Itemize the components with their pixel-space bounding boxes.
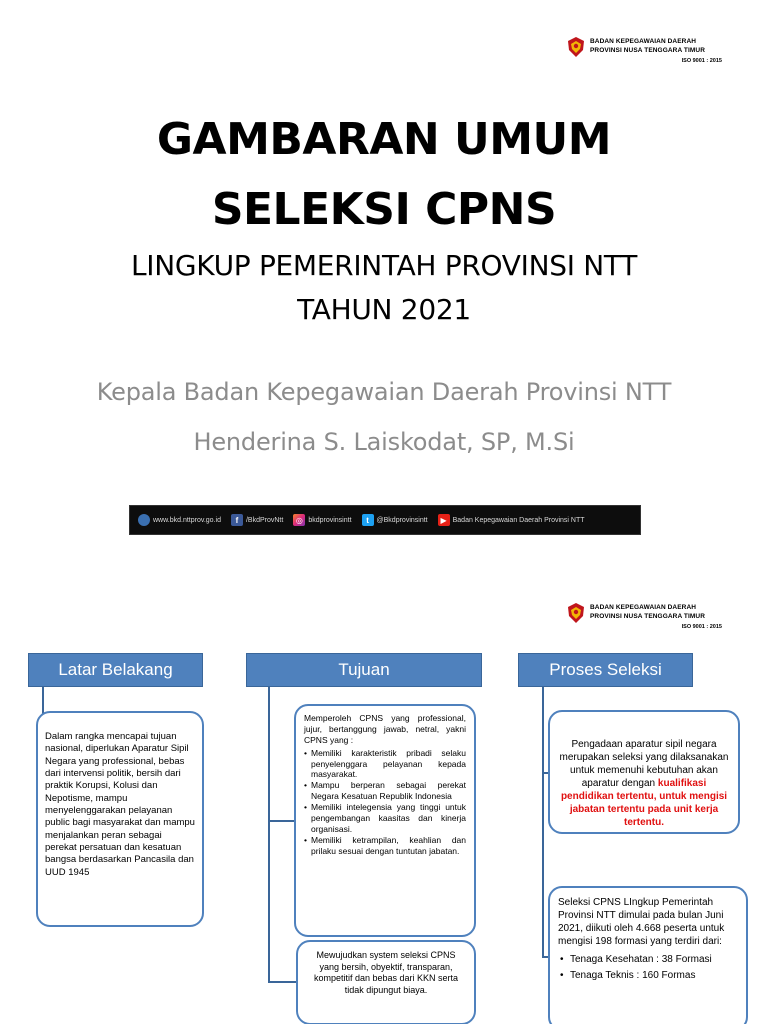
list-item: • Tenaga Teknis : 160 Formas xyxy=(558,969,738,982)
youtube-icon: ▶ xyxy=(438,514,450,526)
subtitle-line1: LINGKUP PEMERINTAH PROVINSI NTT xyxy=(130,249,638,282)
seleksi-text: Seleksi CPNS LIngkup Pemerintah Provinsi NTT dimulai pada bulan Juni 2021, diikuti oleh 4.668 peserta untuk mengisi 198 formasi yang terdiri dari: xyxy=(558,897,725,947)
header-tujuan: Tujuan xyxy=(246,653,482,687)
list-item: • Memiliki ketrampilan, keahlian dan prilaku sesuai dengan tuntutan jabatan. xyxy=(304,835,466,857)
bkd-logo xyxy=(566,34,724,68)
social-youtube[interactable] xyxy=(438,514,585,526)
logo-iso: ISO 9001 : 2015 xyxy=(681,624,722,630)
facebook-icon: f xyxy=(231,514,243,526)
social-instagram[interactable] xyxy=(293,514,351,526)
tujuan-system-text: Mewujudkan system seleksi CPNS yang bersih, obyektif, transparan, kompetitif dan bebas dari KKN serta tidak dipungut biaya. xyxy=(313,950,459,996)
website-label: www.bkd.nttprov.go.id xyxy=(153,516,221,524)
bkd-logo xyxy=(566,600,724,634)
tujuan-intro: Memperoleh CPNS yang professional, jujur, bertanggung jawab, netral, yakni CPNS yang : xyxy=(304,713,466,745)
latar-belakang-box xyxy=(36,711,204,927)
logo-org-line1: BADAN KEPEGAWAIAN DAERAH xyxy=(590,604,697,611)
header-latar-belakang: Latar Belakang xyxy=(28,653,203,687)
list-item: • Tenaga Kesehatan : 38 Formasi xyxy=(558,953,738,966)
social-facebook[interactable] xyxy=(231,514,283,526)
tujuan-list xyxy=(304,748,466,857)
facebook-label: /BkdProvNtt xyxy=(245,516,284,524)
globe-icon xyxy=(138,514,150,526)
overview-slide xyxy=(0,576,768,1024)
social-media-bar xyxy=(129,505,641,535)
proses-text-highlight: kualifikasi pendidikan tertentu, untuk mengisi jabatan tertentu pada unit kerja tertentu. xyxy=(560,778,728,828)
proses-text: Pengadaan aparatur sipil negara merupakan seleksi yang dilaksanakan untuk memenuhi kebutuhan akan aparatur dengan xyxy=(559,739,729,789)
social-twitter[interactable] xyxy=(362,514,428,526)
header-proses-seleksi: Proses Seleksi xyxy=(518,653,693,687)
logo-org-line2: PROVINSI NUSA TENGGARA TIMUR xyxy=(590,613,705,620)
formasi-list xyxy=(558,953,738,982)
connector-tujuan-branch2 xyxy=(268,981,296,983)
list-item: • Memiliki intelegensia yang tinggi untuk pengembangan kaasitas dan kinerja organisasi. xyxy=(304,802,466,835)
proses-seleksi-box xyxy=(548,710,740,834)
connector-tujuan-vertical xyxy=(268,687,270,982)
list-item: • Memiliki karakteristik pribadi selaku penyelenggara pelayanan kepada masyarakat. xyxy=(304,748,466,781)
twitter-icon: t xyxy=(362,514,374,526)
garuda-emblem-icon xyxy=(566,602,586,624)
logo-org-line2: PROVINSI NUSA TENGGARA TIMUR xyxy=(590,47,705,54)
logo-iso: ISO 9001 : 2015 xyxy=(681,58,722,64)
logo-org-line1: BADAN KEPEGAWAIAN DAERAH xyxy=(590,38,697,45)
connector-proses-vertical xyxy=(542,687,544,957)
instagram-label: bkdprovinsintt xyxy=(308,516,352,524)
title-line2: SELEKSI CPNS xyxy=(211,184,557,235)
latar-belakang-text: Dalam rangka mencapai tujuan nasional, diperlukan Aparatur Sipil Negara yang professional, bebas dari intervensi politik, bersih dari praktik Korupsi, Kolusi dan Nepotisme, mampu menyelenggarakan pelayanan public bagi masyarakat dan mampu menjalankan peran sebagai perekat persatuan dan kesatuan bangsa berdasarkan Pancasila dan UUD 1945 xyxy=(45,731,195,878)
tujuan-box xyxy=(294,704,476,937)
subtitle-line2: TAHUN 2021 xyxy=(297,293,471,326)
speaker-name: Henderina S. Laiskodat, SP, M.Si xyxy=(193,428,575,456)
instagram-icon: ◎ xyxy=(293,514,305,526)
title-line1: GAMBARAN UMUM xyxy=(156,114,612,165)
garuda-emblem-icon xyxy=(566,36,586,58)
seleksi-info-box xyxy=(548,886,748,1024)
twitter-label: @Bkdprovinsintt xyxy=(376,516,428,524)
youtube-label: Badan Kepegawaian Daerah Provinsi NTT xyxy=(452,516,585,524)
speaker-role: Kepala Badan Kepegawaian Daerah Provinsi NTT xyxy=(96,378,672,406)
tujuan-system-box xyxy=(296,940,476,1024)
social-website[interactable] xyxy=(138,514,221,526)
connector-tujuan-branch1 xyxy=(268,820,294,822)
list-item: • Mampu berperan sebagai perekat Negara Kesatuan Republik Indonesia xyxy=(304,780,466,802)
